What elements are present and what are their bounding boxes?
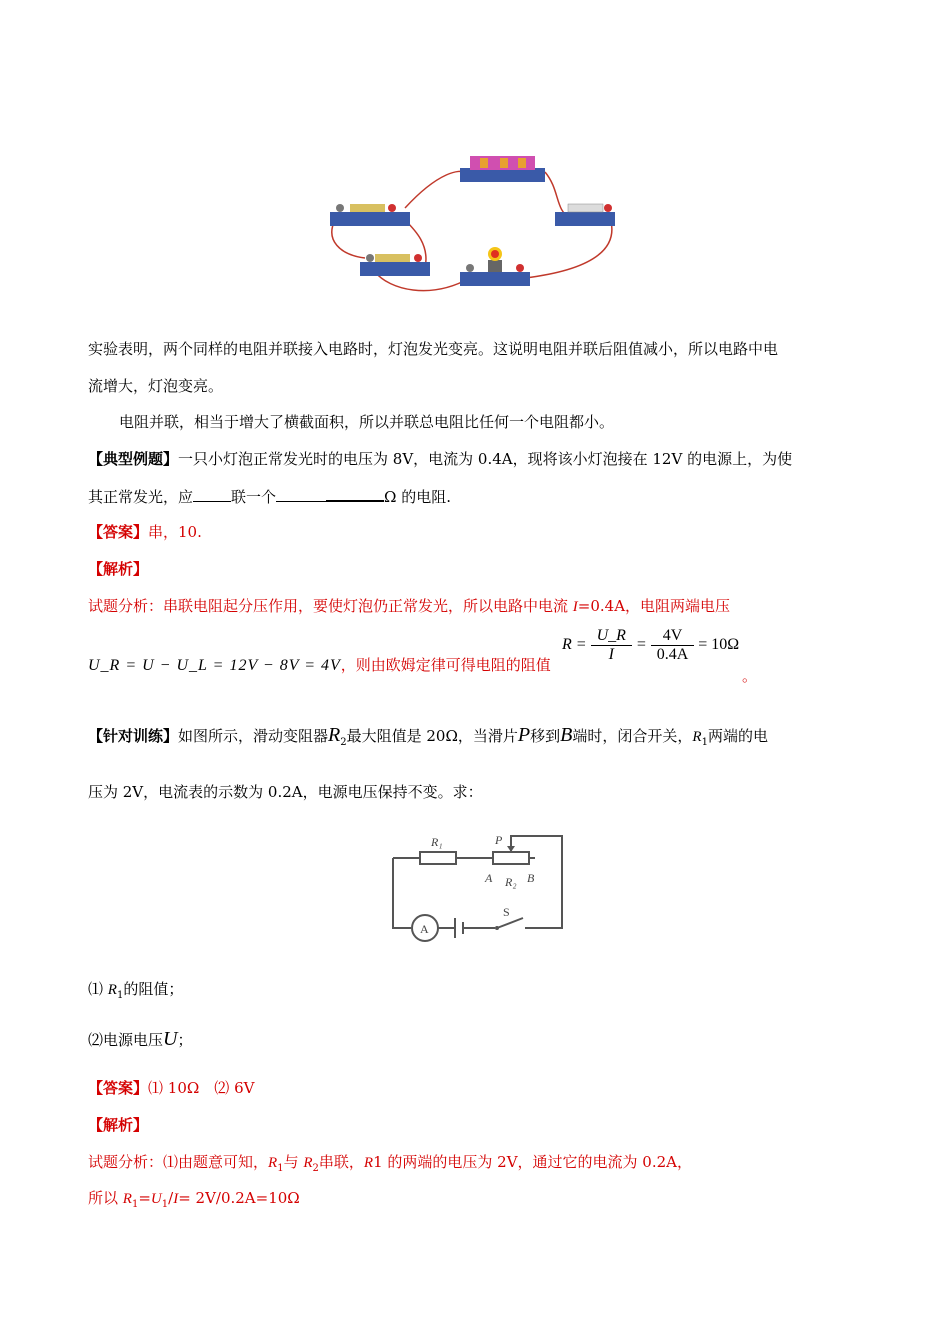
label-s: S <box>503 905 510 919</box>
fraction-1 <box>591 627 632 664</box>
training-line-1 <box>88 725 768 747</box>
training-text-1e: 两端的电 <box>707 727 768 745</box>
r1-symbol: R <box>692 729 702 745</box>
training-answer-line <box>88 1078 254 1098</box>
q1-r-symbol: R <box>107 982 117 998</box>
q2-text: ⑵电源电压 <box>88 1031 164 1049</box>
q1-subscript: 1 <box>116 990 124 1001</box>
label-b: B <box>527 871 535 885</box>
equation-2 <box>562 627 739 664</box>
training-text-1a: 如图所示，滑动变阻器 <box>178 727 329 745</box>
training-analysis-line-1 <box>88 1152 692 1173</box>
example-line-2 <box>88 486 451 507</box>
a1-text-e: 串联， <box>318 1153 364 1171</box>
a1-text-c: 与 <box>283 1153 304 1171</box>
q1-text: 的阻值； <box>123 980 184 998</box>
paragraph-2: 电阻并联，相当于增大了横截面积，所以并联总电阻比任何一个电阻都小。 <box>119 413 615 431</box>
eq2-left: R = <box>562 636 587 654</box>
equation-1: U_R = U − U_L = 12V − 8V = 4V <box>88 657 341 674</box>
circuit-apparatus-illustration <box>320 150 630 300</box>
r2-symbol: R <box>328 724 341 746</box>
analysis-text-1a: 试题分析：串联电阻起分压作用，要使灯泡仍正常发光，所以电路中电流 <box>88 597 573 615</box>
a2-text-a: 所以 <box>88 1189 123 1207</box>
example-text-2a: 其正常发光，应 <box>88 488 194 506</box>
example-answer-line <box>88 522 202 542</box>
a2-i: I <box>173 1191 179 1207</box>
blank-2a <box>276 487 326 502</box>
fraction-2-num: 4V <box>651 627 695 646</box>
label-r2: R₂ <box>505 875 517 889</box>
fraction-1-num: U_R <box>591 627 632 646</box>
current-symbol: I <box>572 599 578 615</box>
label-r1: R₁ <box>431 835 443 849</box>
training-tag: 【针对训练】 <box>88 727 179 745</box>
equation-1-suffix: ，则由欧姆定律可得电阻的阻值 <box>340 656 551 674</box>
p-symbol: P <box>517 724 531 746</box>
fraction-2 <box>651 627 695 664</box>
a1-r2-sub: 2 <box>312 1163 319 1174</box>
q2-end: ； <box>177 1031 193 1049</box>
equation-2-suffix: 。 <box>742 667 758 685</box>
a1-text-g: 1 的两端的电压为 2V，通过它的电流为 0.2A， <box>373 1153 692 1171</box>
training-text-1d: 端时，闭合开关， <box>572 727 693 745</box>
label-ammeter: A <box>420 922 429 936</box>
r2-subscript: 2 <box>340 737 347 748</box>
example-answer: 串，10. <box>148 523 202 541</box>
r1-subscript: 1 <box>701 737 708 748</box>
equation-line <box>88 655 551 676</box>
a1-r2: R <box>303 1155 313 1171</box>
example-text-1: 一只小灯泡正常发光时的电压为 8V，电流为 0.4A，现将该小灯泡接在 12V 的电源上，为使 <box>178 450 793 468</box>
q2-u-symbol: U <box>163 1028 178 1050</box>
fraction-1-den: I <box>608 646 614 663</box>
analysis-text-1c: =0.4A，电阻两端电压 <box>577 597 731 615</box>
training-text-1c: 移到 <box>530 727 561 745</box>
a2-u1-sub: 1 <box>161 1199 169 1210</box>
training-answer-tag: 【答案】 <box>88 1079 149 1097</box>
eq2-right: = 10Ω <box>698 636 740 654</box>
training-analysis-line-2 <box>88 1188 300 1209</box>
a2-eq: = <box>138 1189 151 1207</box>
fraction-2-den: 0.4A <box>656 646 689 663</box>
a2-text-g: = 2V/0.2A=10Ω <box>178 1189 300 1207</box>
example-analysis-line-1 <box>88 596 730 617</box>
a2-u1: U <box>150 1191 162 1207</box>
q1-number: ⑴ <box>88 980 108 998</box>
blank-1 <box>193 487 231 502</box>
example-line-1 <box>88 449 792 469</box>
blank-2b <box>326 486 384 502</box>
question-2 <box>88 1029 192 1050</box>
example-analysis-tag: 【解析】 <box>88 560 149 578</box>
a2-slash: / <box>168 1189 174 1207</box>
example-text-2c: Ω 的电阻. <box>384 488 452 506</box>
label-p: P <box>495 833 503 847</box>
circuit-schematic <box>385 828 570 948</box>
a2-r1: R <box>122 1191 132 1207</box>
a2-r1-sub: 1 <box>131 1199 139 1210</box>
training-text-1b: 最大阻值是 20Ω，当滑片 <box>346 727 518 745</box>
a1-text-a: 试题分析：⑴由题意可知， <box>88 1153 269 1171</box>
a1-r1: R <box>268 1155 278 1171</box>
paragraph-1a: 实验表明，两个同样的电阻并联接入电路时，灯泡发光变亮。这说明电阻并联后阻值减小，所以电路中电 <box>88 340 779 358</box>
training-answer: ⑴ 10Ω ⑵ 6V <box>148 1079 255 1097</box>
training-line-2: 压为 2V，电流表的示数为 0.2A，电源电压保持不变。求： <box>88 783 483 801</box>
training-analysis-tag: 【解析】 <box>88 1116 149 1134</box>
example-tag: 【典型例题】 <box>88 450 179 468</box>
paragraph-1b: 流增大，灯泡变亮。 <box>88 377 224 395</box>
question-1 <box>88 979 183 1000</box>
example-text-2b: 联一个 <box>231 488 277 506</box>
a1-r1-sub: 1 <box>277 1163 284 1174</box>
label-a: A <box>485 871 493 885</box>
b-symbol: B <box>560 724 573 746</box>
answer-tag: 【答案】 <box>88 523 149 541</box>
eq2-equals: = <box>635 636 647 654</box>
a1-r: R <box>363 1155 374 1171</box>
